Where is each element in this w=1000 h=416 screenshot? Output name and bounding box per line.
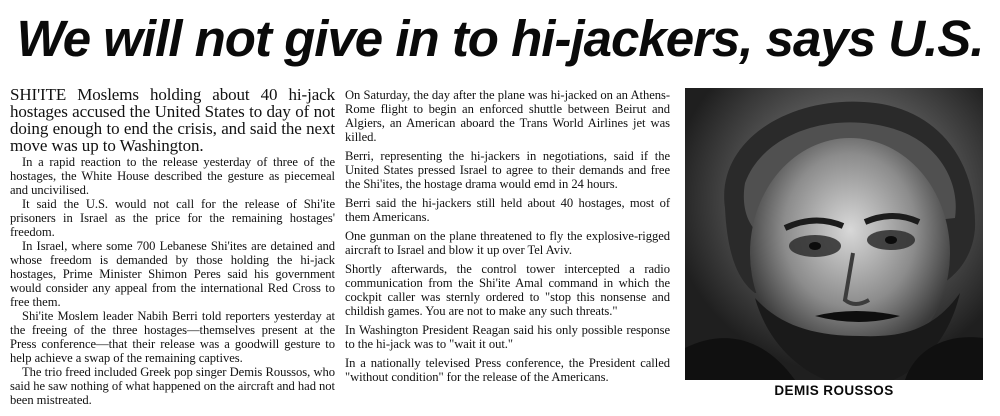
article-column-1 (10, 86, 335, 407)
article-column-2 (345, 88, 670, 389)
body-paragraph: In Israel, where some 700 Lebanese Shi'ites are detained and whose freedom is demanded by those holding the hi-jack hostages, Prime Minister Shimon Peres said his government would consider any appeal from the international Red Cross to free them. (10, 239, 335, 309)
body-paragraph: On Saturday, the day after the plane was hi-jacked on an Athens-Rome flight to begin an enforced shuttle between Beirut and Algiers, an American aboard the Trans World Airlines jet was killed. (345, 88, 670, 144)
body-paragraph: One gunman on the plane threatened to fly the explosive-rigged aircraft to Israel and blow it up over Tel Aviv. (345, 229, 670, 257)
lead-paragraph: SHI'ITE Moslems holding about 40 hi-jack hostages accused the United States to day of not doing enough to end the crisis, and said the next move was up to Washington. (10, 85, 335, 155)
body-paragraph: Shi'ite Moslem leader Nabih Berri told reporters yesterday at the freeing of the three hostages—themselves present at the Press conference—that their release was a goodwill gesture to help achieve a swap of the remaining captives. (10, 309, 335, 365)
photo-caption: DEMIS ROUSSOS (774, 383, 894, 398)
body-paragraph: It said the U.S. would not call for the release of Shi'ite prisoners in Israel as the price for the remaining hostages' freedom. (10, 197, 335, 239)
body-paragraph: Berri said the hi-jackers still held about 40 hostages, most of them Americans. (345, 196, 670, 224)
body-paragraph: In a nationally televised Press conference, the President called "without condition" for the release of the Americans. (345, 356, 670, 384)
portrait-photo (685, 88, 983, 380)
body-paragraph: Berri, representing the hi-jackers in negotiations, said if the United States pressed Israel to agree to their demands and free the Shi'ites, the hostage drama would emd in 24 hours. (345, 149, 670, 191)
body-paragraph: In a rapid reaction to the release yesterday of three of the hostages, the White House described the gesture as piecemeal and uncivilised. (10, 155, 335, 197)
body-paragraph: The trio freed included Greek pop singer Demis Roussos, who said he saw nothing of what happened on the aircraft and had not been mistreated. (10, 365, 335, 407)
body-paragraph: Shortly afterwards, the control tower intercepted a radio communication from the Shi'ite Amal command in which the cockpit caller was sternly ordered to "stop this nonsense and childish games. You are not to make any such threats." (345, 262, 670, 318)
headline: We will not give in to hi-jackers, says U.S. (16, 10, 984, 67)
portrait-photo-drawing (685, 88, 983, 380)
body-paragraph: In Washington President Reagan said his only possible response to the hi-jack was to "wait it out." (345, 323, 670, 351)
